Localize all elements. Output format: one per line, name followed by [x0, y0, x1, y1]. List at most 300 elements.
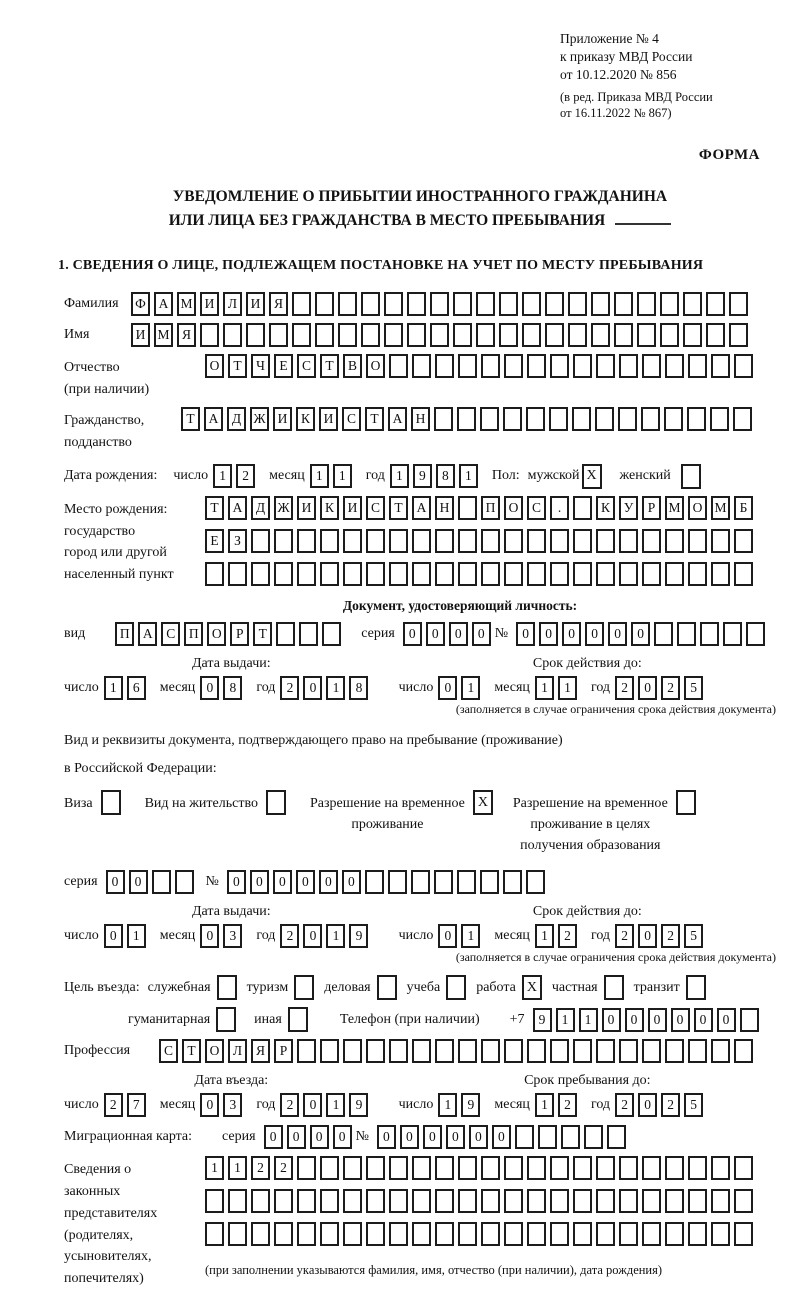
char-box — [688, 1156, 707, 1180]
char-box — [458, 354, 477, 378]
char-box — [527, 562, 546, 586]
rvp-issue-day-boxes — [104, 924, 150, 948]
char-box — [366, 562, 385, 586]
char-box: 2 — [280, 1093, 299, 1117]
char-box: К — [320, 496, 339, 520]
header-line: к приказу МВД России — [560, 49, 693, 65]
year-label: год — [256, 679, 276, 695]
stay-year-boxes — [615, 1093, 707, 1117]
char-box — [200, 323, 219, 347]
char-box: 1 — [390, 464, 409, 488]
representatives-note: (при заполнении указываются фамилия, имя, отчество (при наличии), дата рождения) — [205, 1262, 663, 1277]
char-box: 0 — [562, 622, 581, 646]
char-box: 0 — [426, 622, 445, 646]
char-box — [407, 323, 426, 347]
char-box — [481, 562, 500, 586]
char-box — [366, 1039, 385, 1063]
temp-residence-edu-label2: проживание в целях — [530, 817, 651, 833]
char-box: М — [665, 496, 684, 520]
char-box — [320, 1156, 339, 1180]
char-box: К — [596, 496, 615, 520]
char-box: А — [138, 622, 157, 646]
char-box — [205, 1189, 224, 1213]
char-box — [596, 354, 615, 378]
char-box — [561, 1125, 580, 1149]
char-box — [573, 1189, 592, 1213]
issue-day-boxes — [104, 676, 150, 700]
stay-day-boxes — [438, 1093, 484, 1117]
char-box — [550, 1189, 569, 1213]
forma-label: ФОРМА — [698, 147, 760, 164]
purpose-private-label: частная — [551, 979, 598, 995]
char-box — [504, 354, 523, 378]
char-box: 1 — [438, 1093, 457, 1117]
entry-date-heading: Дата въезда: — [194, 1073, 269, 1089]
char-box: 0 — [342, 870, 361, 894]
char-box: 2 — [236, 464, 255, 488]
char-box — [504, 1156, 523, 1180]
char-box — [573, 1156, 592, 1180]
char-box: Т — [253, 622, 272, 646]
char-box — [322, 622, 341, 646]
char-box — [361, 292, 380, 316]
char-box: Т — [320, 354, 339, 378]
year-label: год — [590, 928, 611, 944]
char-box: 9 — [413, 464, 432, 488]
migration-card-row — [64, 1125, 776, 1149]
char-box: О — [205, 1039, 224, 1063]
char-box: 1 — [310, 464, 329, 488]
char-box: Б — [734, 496, 753, 520]
rvp-issue-month-boxes — [200, 924, 246, 948]
char-box — [526, 407, 545, 431]
char-box — [292, 323, 311, 347]
char-box — [228, 1222, 247, 1246]
char-box — [388, 870, 407, 894]
purpose-other-label: иная — [254, 1011, 282, 1027]
char-box — [480, 407, 499, 431]
rvp-validity-note: (заполняется в случае ограничения срока действия документа) — [455, 950, 776, 965]
char-box: С — [297, 354, 316, 378]
residence-doc-serial-row — [64, 870, 776, 894]
residence-doc-dates — [64, 904, 776, 973]
char-box — [595, 407, 614, 431]
visa-checkbox — [101, 790, 121, 815]
char-box: 0 — [287, 1125, 306, 1149]
char-box — [642, 1189, 661, 1213]
char-box — [481, 354, 500, 378]
purpose-row2 — [64, 1007, 776, 1032]
char-box: 2 — [558, 924, 577, 948]
char-box — [637, 292, 656, 316]
char-box — [246, 323, 265, 347]
char-box: 1 — [127, 924, 146, 948]
char-box — [550, 562, 569, 586]
char-box — [299, 622, 318, 646]
birth-year-boxes — [390, 464, 482, 488]
rvp-valid-heading: Срок действия до: — [532, 904, 642, 920]
char-box — [343, 1189, 362, 1213]
char-box: 0 — [638, 676, 657, 700]
char-box — [619, 529, 638, 553]
char-box: 0 — [273, 870, 292, 894]
char-box: Д — [227, 407, 246, 431]
year-label: год — [256, 928, 276, 944]
char-box — [596, 562, 615, 586]
char-box — [435, 354, 454, 378]
char-box: 9 — [461, 1093, 480, 1117]
char-box: З — [228, 529, 247, 553]
rvp-valid-day-boxes — [438, 924, 484, 948]
char-box — [550, 1222, 569, 1246]
purpose-business — [324, 975, 398, 1000]
entry-month-boxes — [200, 1093, 246, 1117]
char-box — [688, 529, 707, 553]
char-box: Т — [181, 407, 200, 431]
rvp-valid-year-boxes — [615, 924, 707, 948]
header-line: Приложение № 4 — [560, 31, 659, 46]
char-box — [642, 1039, 661, 1063]
char-box — [550, 1156, 569, 1180]
char-box: А — [204, 407, 223, 431]
residence-doc-intro2: в Российской Федерации: — [64, 760, 217, 776]
char-box: 0 — [449, 622, 468, 646]
char-box — [526, 870, 545, 894]
purpose-private — [552, 975, 626, 1000]
issue-year-boxes — [280, 676, 372, 700]
char-box — [480, 870, 499, 894]
char-box: Я — [269, 292, 288, 316]
birthplace-label-city1: город или другой — [64, 545, 167, 561]
char-box — [527, 1189, 546, 1213]
char-box: 1 — [558, 676, 577, 700]
header-line: от 10.12.2020 № 856 — [560, 67, 677, 83]
identity-doc-dates — [64, 656, 776, 725]
char-box: Т — [365, 407, 384, 431]
char-box: Ч — [251, 354, 270, 378]
char-box — [504, 529, 523, 553]
char-box — [481, 1156, 500, 1180]
char-box: И — [200, 292, 219, 316]
purpose-transit-checkbox — [686, 975, 706, 1000]
rvp-series-boxes — [106, 870, 198, 894]
char-box: С — [527, 496, 546, 520]
char-box — [642, 1222, 661, 1246]
form-title-line2: ИЛИ ЛИЦА БЕЗ ГРАЖДАНСТВА В МЕСТО ПРЕБЫВАНИЯ — [168, 211, 606, 229]
char-box — [338, 323, 357, 347]
profession-row — [64, 1039, 776, 1063]
char-box: Е — [274, 354, 293, 378]
header-subline: (в ред. Приказа МВД России — [560, 89, 713, 104]
char-box — [677, 622, 696, 646]
rep-label2: законных — [64, 1184, 121, 1200]
char-box — [458, 1156, 477, 1180]
char-box: 0 — [694, 1008, 713, 1032]
rep-label5: усыновителях, — [64, 1249, 152, 1265]
purpose-work-label: работа — [476, 979, 516, 995]
purpose-work — [476, 975, 544, 1000]
citizenship-label2: подданство — [64, 435, 132, 451]
char-box — [389, 354, 408, 378]
doc-type-label: вид — [64, 625, 86, 641]
char-box: 0 — [310, 1125, 329, 1149]
day-label: число — [64, 1097, 99, 1113]
char-box: 1 — [535, 676, 554, 700]
char-box — [711, 354, 730, 378]
month-label: месяц — [269, 468, 305, 484]
char-box — [228, 1189, 247, 1213]
char-box: 0 — [106, 870, 125, 894]
char-box: 3 — [223, 1093, 242, 1117]
char-box — [338, 292, 357, 316]
char-box — [734, 1156, 753, 1180]
char-box — [614, 323, 633, 347]
char-box — [412, 1039, 431, 1063]
day-label: число — [398, 928, 434, 944]
char-box — [269, 323, 288, 347]
char-box — [453, 292, 472, 316]
profession-boxes — [159, 1039, 757, 1063]
char-box: К — [296, 407, 315, 431]
char-box — [619, 1156, 638, 1180]
title-underline — [615, 209, 671, 225]
char-box — [642, 354, 661, 378]
char-box: 0 — [492, 1125, 511, 1149]
char-box — [384, 323, 403, 347]
char-box — [366, 1222, 385, 1246]
char-box — [457, 870, 476, 894]
char-box — [573, 562, 592, 586]
rep-boxes-row2 — [205, 1189, 757, 1213]
char-box — [412, 1222, 431, 1246]
char-box — [297, 1039, 316, 1063]
char-box — [527, 1222, 546, 1246]
char-box: 0 — [585, 622, 604, 646]
char-box: О — [207, 622, 226, 646]
char-box: И — [246, 292, 265, 316]
char-box — [292, 292, 311, 316]
char-box — [573, 1039, 592, 1063]
char-box — [740, 1008, 759, 1032]
purpose-study-label: учеба — [406, 979, 441, 995]
char-box: 1 — [461, 676, 480, 700]
char-box — [503, 407, 522, 431]
purpose-other-checkbox — [288, 1007, 308, 1032]
char-box — [596, 529, 615, 553]
rep-boxes-row3 — [205, 1222, 757, 1246]
char-box — [384, 292, 403, 316]
entry-day-boxes — [104, 1093, 150, 1117]
char-box — [584, 1125, 603, 1149]
char-box — [315, 323, 334, 347]
mc-series-boxes — [264, 1125, 356, 1149]
char-box — [688, 562, 707, 586]
char-box: Н — [435, 496, 454, 520]
char-box: Р — [642, 496, 661, 520]
birthplace-boxes-row1 — [205, 496, 757, 520]
char-box — [504, 562, 523, 586]
char-box — [596, 1156, 615, 1180]
char-box — [618, 407, 637, 431]
char-box — [389, 529, 408, 553]
char-box — [435, 1189, 454, 1213]
char-box: А — [412, 496, 431, 520]
form-title — [64, 186, 776, 232]
migration-card-label: Миграционная карта: — [64, 1129, 193, 1145]
char-box — [687, 407, 706, 431]
doc-type-boxes — [115, 622, 345, 646]
entry-dates — [64, 1073, 776, 1117]
char-box — [665, 354, 684, 378]
char-box: . — [550, 496, 569, 520]
char-box — [315, 292, 334, 316]
char-box — [274, 529, 293, 553]
rvp-issue-year-boxes — [280, 924, 372, 948]
char-box — [175, 870, 194, 894]
purpose-transit-label: транзит — [633, 979, 680, 995]
char-box — [660, 323, 679, 347]
char-box: 0 — [400, 1125, 419, 1149]
char-box: 0 — [638, 924, 657, 948]
mc-number-boxes — [377, 1125, 630, 1149]
char-box: 0 — [227, 870, 246, 894]
char-box: И — [297, 496, 316, 520]
header-appendix-block — [560, 30, 776, 121]
rep-boxes-row1 — [205, 1156, 757, 1180]
char-box: 5 — [684, 676, 703, 700]
char-box: 2 — [615, 924, 634, 948]
char-box — [641, 407, 660, 431]
doc-series-boxes — [403, 622, 495, 646]
char-box: И — [343, 496, 362, 520]
rep-label6: попечителях) — [64, 1270, 144, 1286]
char-box — [706, 323, 725, 347]
temp-residence-checkbox: X — [473, 790, 493, 815]
char-box — [297, 529, 316, 553]
char-box: С — [342, 407, 361, 431]
gender-female-label: женский — [619, 468, 671, 484]
char-box: О — [688, 496, 707, 520]
char-box — [550, 1039, 569, 1063]
citizenship-label: Гражданство, — [64, 413, 145, 429]
gender-male-label: мужской — [527, 468, 580, 484]
char-box — [550, 529, 569, 553]
char-box — [614, 292, 633, 316]
char-box — [711, 562, 730, 586]
char-box: 0 — [104, 924, 123, 948]
char-box — [453, 323, 472, 347]
residence-permit-checkbox — [266, 790, 286, 815]
char-box: 0 — [423, 1125, 442, 1149]
purpose-tourism-checkbox — [294, 975, 314, 1000]
rep-label1: Сведения о — [64, 1162, 132, 1178]
month-label: месяц — [159, 1097, 196, 1113]
char-box — [320, 529, 339, 553]
char-box — [458, 529, 477, 553]
char-box — [591, 292, 610, 316]
char-box — [527, 1156, 546, 1180]
char-box — [223, 323, 242, 347]
char-box — [499, 323, 518, 347]
char-box: 0 — [648, 1008, 667, 1032]
char-box: 0 — [403, 622, 422, 646]
mc-series-label: серия — [222, 1129, 256, 1145]
stay-until-heading: Срок пребывания до: — [524, 1073, 651, 1089]
char-box — [522, 323, 541, 347]
char-box — [568, 292, 587, 316]
char-box: В — [343, 354, 362, 378]
gender-female-checkbox — [681, 464, 701, 489]
char-box — [434, 870, 453, 894]
char-box — [458, 1189, 477, 1213]
gender-label: Пол: — [491, 468, 520, 484]
option-temp-residence — [310, 790, 495, 835]
char-box: 9 — [349, 1093, 368, 1117]
char-box: 0 — [602, 1008, 621, 1032]
char-box — [688, 1189, 707, 1213]
char-box — [573, 354, 592, 378]
char-box — [458, 1039, 477, 1063]
char-box — [596, 1189, 615, 1213]
char-box: 1 — [104, 676, 123, 700]
month-label: месяц — [494, 1097, 530, 1113]
char-box: 2 — [251, 1156, 270, 1180]
header-subline: от 16.11.2022 № 867) — [560, 105, 672, 120]
char-box — [683, 292, 702, 316]
char-box — [297, 562, 316, 586]
profession-label: Профессия — [64, 1043, 131, 1059]
char-box — [734, 562, 753, 586]
rvp-valid-month-boxes — [535, 924, 581, 948]
char-box: 0 — [438, 924, 457, 948]
char-box: 7 — [127, 1093, 146, 1117]
day-label: число — [398, 679, 434, 695]
char-box — [435, 1156, 454, 1180]
char-box — [711, 1222, 730, 1246]
char-box: 2 — [615, 676, 634, 700]
char-box — [366, 529, 385, 553]
month-label: месяц — [494, 679, 530, 695]
char-box — [710, 407, 729, 431]
char-box: 0 — [264, 1125, 283, 1149]
doc-number-label: № — [494, 625, 509, 641]
char-box: Н — [411, 407, 430, 431]
char-box: 1 — [326, 676, 345, 700]
char-box: О — [504, 496, 523, 520]
char-box: 9 — [349, 924, 368, 948]
char-box — [481, 1039, 500, 1063]
validity-note: (заполняется в случае ограничения срока действия документа) — [455, 701, 776, 716]
birthplace-label-city2: населенный пункт — [64, 566, 174, 582]
char-box: 0 — [446, 1125, 465, 1149]
patronymic-label: Отчество — [64, 360, 120, 376]
char-box: 2 — [280, 676, 299, 700]
char-box — [729, 323, 748, 347]
char-box — [228, 562, 247, 586]
temp-residence-edu-label1: Разрешение на временное — [512, 796, 668, 812]
purpose-work-checkbox: X — [522, 975, 542, 1000]
char-box — [343, 529, 362, 553]
char-box: 1 — [326, 924, 345, 948]
valid-year-boxes — [615, 676, 707, 700]
char-box — [591, 323, 610, 347]
purpose-other — [254, 1007, 310, 1032]
char-box — [320, 1222, 339, 1246]
birth-month-boxes — [310, 464, 356, 488]
char-box — [504, 1222, 523, 1246]
char-box: М — [154, 323, 173, 347]
month-label: месяц — [159, 928, 196, 944]
